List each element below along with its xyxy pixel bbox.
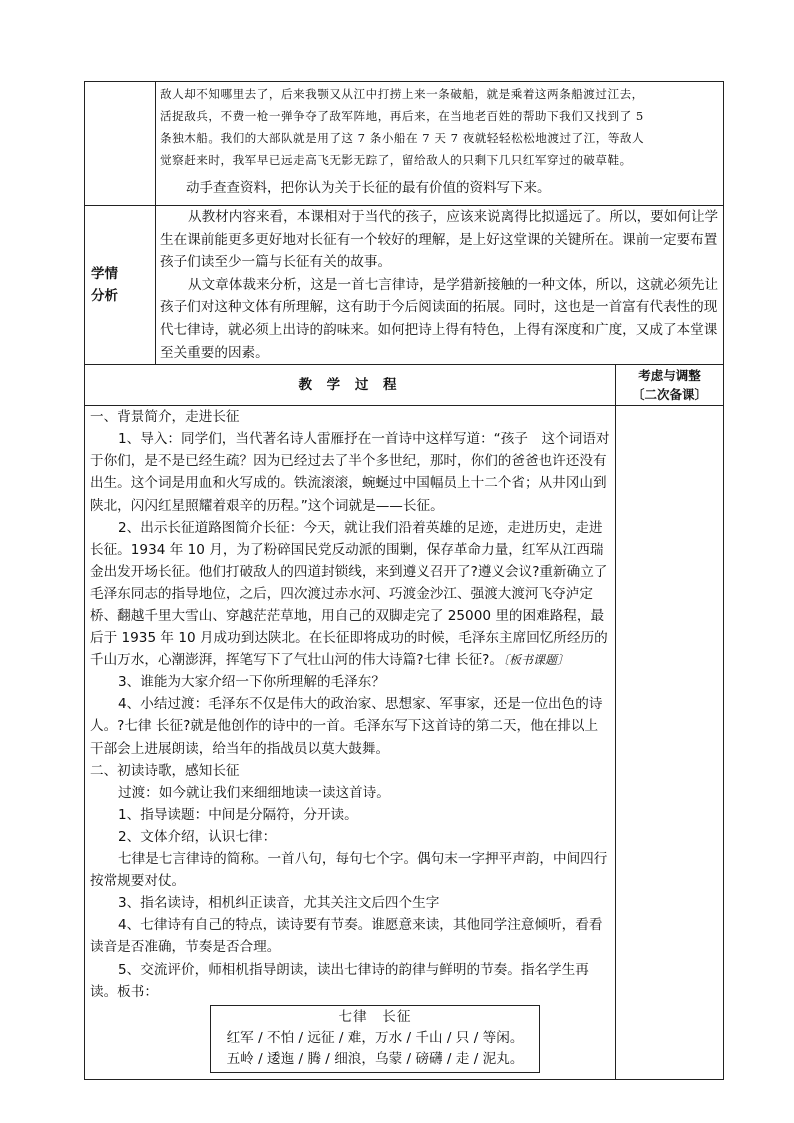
lesson-plan-table [84,81,724,1080]
revision-title-line2: 〔二次备课〕 [631,387,707,403]
revision-content-cell [616,406,724,1080]
analysis-paragraph-2: 从文章体裁来分析，这是一首七言律诗，是学猎新接触的一种文体，所以，这就必须先让孩子们对这种文体有所理解，这有助于今后阅读面的拓展。同时，这也是一首富有代表性的现代七律诗，就必须上出诗的韵味来。如何把诗上得有特色，上得有深度和广度，又成了本堂课至关重要的因素。 [160,276,719,361]
revision-header-cell [616,365,724,406]
story-row [85,82,724,206]
process-title: 教 学 过 程 [298,377,402,394]
process-header-row [85,365,724,406]
empty-label-cell [85,82,156,206]
analysis-row [85,206,724,365]
process-paragraph: 1、指导读题：中间是分隔符，分开读。 [118,806,358,823]
process-content-cell [85,406,616,1080]
story-cell [156,82,724,206]
process-paragraph: 2、文体介绍，认识七律： [118,828,277,845]
process-paragraph: 4、小结过渡：毛泽东不仅是伟大的政治家、思想家、军事家，还是一位出色的诗人。?七律 长征?就是他创作的诗中的一首。毛泽东写下这首诗的第二天，他在排以上干部会上进展朗读，给当年的指战员以莫大鼓舞。 [90,696,603,757]
process-content-row [85,406,724,1080]
story-line: 条独木船。我们的大部队就是用了这 7 条小船在 7 天 7 夜就轻轻松松地渡过了江，等敌人 [160,131,645,145]
section-heading: 一、背景简介，走进长征 [90,409,240,426]
story-line: 活捉敌兵，不费一枪一弹争夺了敌军阵地，再后来，在当地老百姓的帮助下我们又找到了 5 [160,109,644,123]
analysis-label [85,263,155,307]
process-paragraph: 3、谁能为大家介绍一下你所理解的毛泽东？ [118,674,385,691]
process-paragraph: 5、交流评价，师相机指导朗读，读出七律诗的韵律与鲜明的节奏。指名学生再读。板书： [90,961,589,1000]
process-paragraph: 4、七律诗有自己的特点，读诗要有节奏。谁愿意来读，其他同学注意倾听，看看读音是否准确，节奏是否合理。 [90,917,603,956]
process-paragraph-text: 2、出示长征道路图简介长征：今天，就让我们沿着英雄的足迹，走进历史，走进长征。1934 年 10 月，为了粉碎国民党反动派的围剿，保存革命力量，红军从江西瑞金出发开场长征。他们打破敌人的四道封锁线，来到遵义召开了?遵义会议?重新确立了毛泽东同志的指导地位，之后，四次渡过赤水河、巧渡金沙江、强渡大渡河飞夺泸定桥、翻越千里大雪山、穿越茫茫草地，用自己的双脚走完了 25000 里的困难路程，最后于 1935 年 10 月成功到达陕北。在长征即将成功的时候，毛泽东主席回忆所经历的千山万水，心潮澎湃，挥笔写下了气壮山河的伟大诗篇?七律 长征?。 [90,519,608,669]
board-line: 五岭 / 逶迤 / 腾 / 细浪，乌蒙 / 磅礴 / 走 / 泥丸。 [226,1050,524,1067]
section-heading: 二、初读诗歌，感知长征 [90,762,240,779]
process-paragraph: 3、指名读诗，相机纠正读音，尤其关注文后四个生字 [118,895,440,912]
board-note: 〔板书课题〕 [502,653,569,668]
revision-title-line1: 考虑与调整 [638,368,701,384]
analysis-label-line2: 分析 [91,288,118,305]
analysis-label-line1: 学情 [91,266,118,283]
analysis-label-cell [85,206,156,365]
analysis-content-cell [156,206,724,365]
process-paragraph: 七律是七言律诗的简称。一首八句，每句七个字。偶句末一字押平声韵，中间四行按常规要对仗。 [90,851,608,890]
board-title: 七律 长征 [338,1008,412,1025]
story-text [156,82,723,171]
process-text [85,406,615,1079]
analysis-text [156,206,723,364]
board-line: 红军 / 不怕 / 远征 / 难，万水 / 千山 / 只 / 等闲。 [226,1029,524,1046]
analysis-paragraph-1: 从教材内容来看，本课相对于当代的孩子，应该来说离得比拟遥远了。所以，要如何让学生在课前能更多更好地对长征有一个较好的理解，是上好这堂课的关键所在。课前一定要布置孩子们读至少一篇与长征有关的故事。 [160,209,719,271]
story-line: 敌人却不知哪里去了，后来我颚又从江中打捞上来一条破船，就是乘着这两条船渡过江去， [160,87,644,101]
story-line: 觉察赶来时，我军早已远走高飞无影无踪了，留给敌人的只剩下几只红军穿过的破草鞋。 [160,153,632,167]
revision-title [616,365,723,404]
process-header-cell [85,365,616,406]
lesson-plan-page [84,81,724,1080]
blackboard-box [210,1005,540,1073]
process-paragraph: 过渡：如今就让我们来细细地读一读这首诗。 [118,784,390,801]
homework-task: 动手查查资料，把你认为关于长征的最有价值的资料写下来。 [186,180,551,196]
process-paragraph: 1、导入：同学们，当代著名诗人雷雁抒在一首诗中这样写道：“孩子 这个词语对于你们，是不是已经生疏？因为已经过去了半个多世纪，那时，你们的爸爸也许还没有出生。这个词是用血和火写成的。铁流滚滚，蜿蜒过中国幅员上十二个省；从井冈山到陕北，闪闪红星照耀着艰辛的历程。”这个词就是——长征。 [90,431,610,514]
process-paragraph [90,517,610,672]
